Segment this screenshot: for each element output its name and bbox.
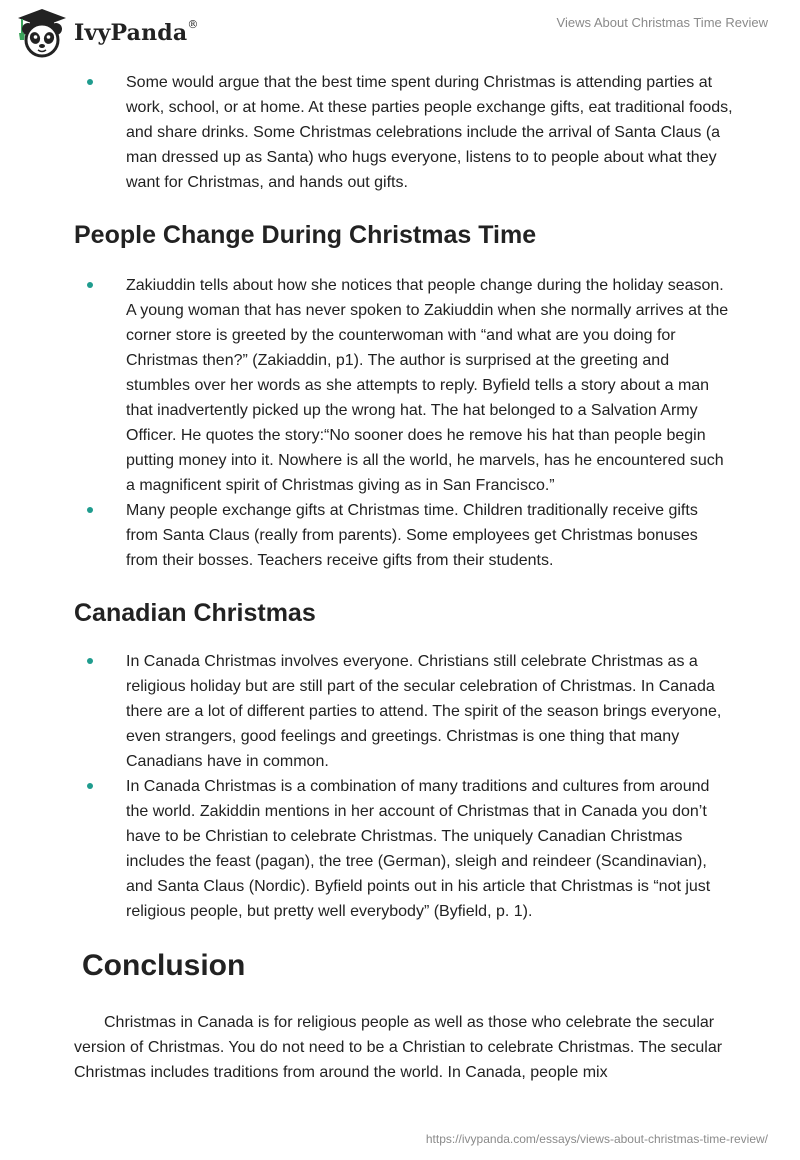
bullet-dot-icon <box>87 79 93 85</box>
people-change-bullet-list <box>74 273 734 573</box>
list-item <box>74 774 734 924</box>
list-item <box>74 649 734 774</box>
bullet-dot-icon <box>87 658 93 664</box>
intro-bullet-list <box>74 70 734 195</box>
bullet-dot-icon <box>87 507 93 513</box>
section-heading-people-change: People Change During Christmas Time <box>74 221 537 249</box>
source-url-link[interactable]: https://ivypanda.com/essays/views-about-christmas-time-review/ <box>425 1132 768 1146</box>
bullet-dot-icon <box>87 783 93 789</box>
bullet-text: Many people exchange gifts at Christmas time. Children traditionally receive gifts from Santa Claus (really from parents). Some employees get Christmas bonuses from their bosses. Teachers receive gifts from their students. <box>126 502 698 569</box>
panda-graduate-logo-icon <box>16 7 68 59</box>
essay-content <box>74 70 734 1085</box>
bullet-dot-icon <box>87 282 93 288</box>
bullet-text: In Canada Christmas involves everyone. Christians still celebrate Christmas as a religious holiday but are still part of the secular celebration of Christmas. In Canada there are a lot of different parties to attend. The spirit of the season brings everyone, even strangers, good feelings and greetings. Christmas is one thing that many Canadians have in common. <box>126 653 722 770</box>
list-item <box>74 70 734 195</box>
conclusion-paragraph: Christmas in Canada is for religious people as well as those who celebrate the secular version of Christmas. You do not need to be a Christian to celebrate Christmas. The secular Christmas includes traditions from around the world. In Canada, people mix <box>74 1014 723 1081</box>
list-item <box>74 273 734 498</box>
section-heading-canadian-christmas: Canadian Christmas <box>74 599 316 627</box>
ivypanda-logo[interactable] <box>16 7 199 59</box>
canadian-christmas-bullet-list <box>74 649 734 924</box>
document-title: Views About Christmas Time Review <box>556 15 768 30</box>
bullet-text: In Canada Christmas is a combination of many traditions and cultures from around the world. Zakiddin mentions in her account of Christmas that in Canada you don’t have to be Christian to celebrate Christmas. The uniquely Canadian Christmas includes the feast (pagan), the tree (German), sleigh and reindeer (Scandinavian), and Santa Claus (Nordic). Byfield points out in his article that Christmas is “not just religious people, but pretty well everybody” (Byfield, p. 1). <box>126 778 711 920</box>
list-item <box>74 498 734 573</box>
section-heading-conclusion: Conclusion <box>82 949 246 982</box>
logo-text: IvyPanda® <box>74 18 199 46</box>
bullet-text: Zakiuddin tells about how she notices that people change during the holiday season. A young woman that has never spoken to Zakiuddin when she normally arrives at the corner store is greeted by the counterwoman with “and what are you doing for Christmas then?” (Zakiaddin, p1). The author is surprised at the greeting and stumbles over her words as she attempts to reply. Byfield tells a story about a man that inadvertently picked up the wrong hat. The hat belonged to a Salvation Army Officer. He quotes the story:“No sooner does he remove his hat than people begin putting money into it. Nowhere is all the world, he marvels, has he encountered such a magnificent spirit of Christmas giving as in San Francisco.” <box>126 277 729 494</box>
page-header <box>0 0 800 64</box>
bullet-text: Some would argue that the best time spent during Christmas is attending parties at work, school, or at home. At these parties people exchange gifts, eat traditional foods, and share drinks. Some Christmas celebrations include the arrival of Santa Claus (a man dressed up as Santa) who hugs everyone, listens to to people about what they want for Christmas, and hands out gifts. <box>126 74 733 191</box>
registered-mark: ® <box>187 18 199 31</box>
